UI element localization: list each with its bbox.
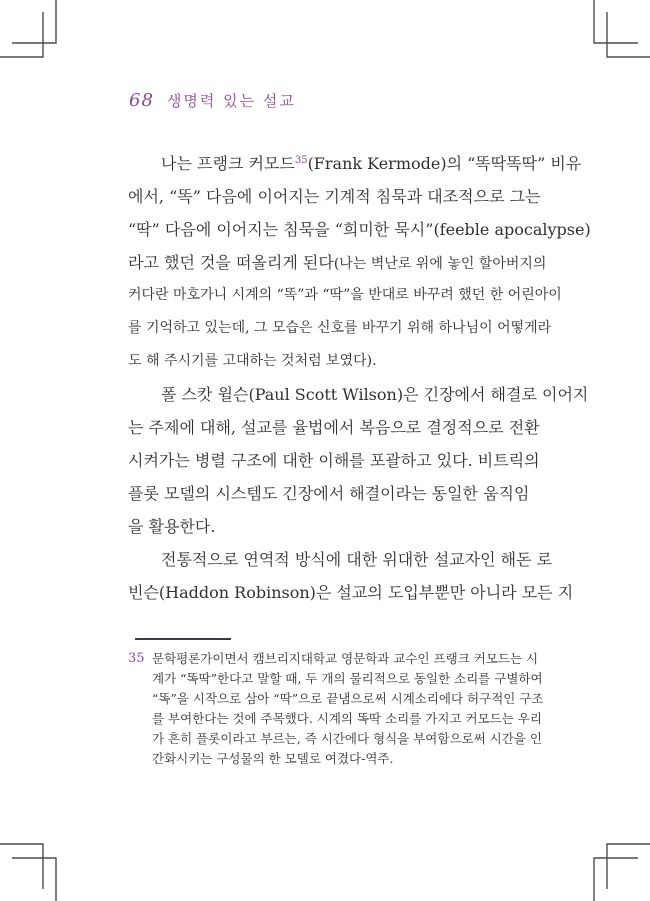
footnote-lines <box>152 649 544 769</box>
text-line <box>128 543 553 576</box>
text-segment: 시켜가는 병렬 구조에 대한 이해를 포괄하고 있다. 비트릭의 <box>128 451 540 470</box>
text-segment: (나는 벽난로 위에 놓인 할아버지의 <box>333 256 547 272</box>
text-segment: 를 기억하고 있는데, 그 모습은 신호를 바꾸기 위해 하나님이 어떻게라 <box>128 320 552 336</box>
text-line <box>128 477 530 510</box>
footnote-line: 문학평론가이면서 캠브리지대학교 영문학과 교수인 프랭크 커모드는 시 <box>152 651 539 666</box>
text-line <box>128 246 547 279</box>
footnote-line: “똑”을 시작으로 삼아 “딱”으로 끝냄으로써 시계소리에다 허구적인 구조 <box>152 691 544 706</box>
footnote-line: 를 부여한다는 것에 주목했다. 시계의 똑딱 소리를 가지고 커모드는 우리 <box>152 711 542 726</box>
text-segment: 플롯 모델의 시스템도 긴장에서 해결이라는 동일한 움직임 <box>128 484 530 503</box>
text-line <box>128 411 540 444</box>
text-line <box>128 279 562 312</box>
text-line <box>128 312 552 345</box>
text-line <box>128 213 591 246</box>
corner-crop-mark-icon <box>0 841 60 901</box>
paragraph <box>128 378 589 543</box>
text-line <box>128 180 541 213</box>
corner-crop-mark-icon <box>590 841 650 901</box>
footnote-section <box>128 638 544 769</box>
text-line <box>128 378 589 411</box>
text-line <box>128 444 540 477</box>
footnote-line: 계가 “똑딱”한다고 말할 때, 두 개의 물리적으로 동일한 소리를 구별하여 <box>152 671 543 686</box>
text-segment: 커다란 마호가니 시계의 “똑”과 “딱”을 반대로 바꾸려 했던 한 어린아이 <box>128 287 562 303</box>
footnote-rule <box>135 638 231 640</box>
corner-crop-mark-icon <box>0 0 60 60</box>
text-segment: 는 주제에 대해, 설교를 율법에서 복음으로 결정적으로 전환 <box>128 418 540 437</box>
text-line <box>128 510 524 543</box>
paragraph <box>128 543 574 609</box>
running-header <box>129 90 296 111</box>
text-segment: 라고 했던 것을 떠올리게 된다 <box>128 253 334 272</box>
page-number: 68 <box>129 90 154 111</box>
footnote-line: 가 흔히 플롯이라고 부르는, 즉 시간에다 형식을 부여함으로써 시간을 인 <box>152 731 542 746</box>
footnote-number: 35 <box>128 651 145 666</box>
text-segment: 빈슨(Haddon Robinson)은 설교의 도입부뿐만 아니라 모든 지 <box>128 583 574 602</box>
text-segment: 폴 스캇 윌슨(Paul Scott Wilson)은 긴장에서 해결로 이어지 <box>161 385 589 404</box>
text-line <box>128 345 524 378</box>
body-text <box>128 147 591 609</box>
text-segment: 을 활용한다. <box>128 517 216 536</box>
text-segment: “딱” 다음에 이어지는 침묵을 “희미한 묵시”(feeble apocalypse) <box>128 220 591 239</box>
corner-crop-mark-icon <box>590 0 650 60</box>
text-line <box>128 147 582 180</box>
footnote-ref: 35 <box>294 155 308 166</box>
running-header-title: 생명력 있는 설교 <box>166 92 296 110</box>
text-segment: 에서, “똑” 다음에 이어지는 기계적 침묵과 대조적으로 그는 <box>128 187 541 206</box>
footnote-line: 간화시키는 구성물의 한 모델로 여겼다-역주. <box>152 751 394 766</box>
text-line <box>128 576 574 609</box>
paragraph <box>128 147 591 378</box>
text-segment: 전통적으로 연역적 방식에 대한 위대한 설교자인 해돈 로 <box>161 550 553 569</box>
text-segment: 나는 프랭크 커모드 <box>161 154 295 173</box>
text-segment: (Frank Kermode)의 “똑딱똑딱” 비유 <box>307 154 582 173</box>
footnote <box>128 649 544 769</box>
text-segment: 도 해 주시기를 고대하는 것처럼 보였다). <box>128 353 377 369</box>
